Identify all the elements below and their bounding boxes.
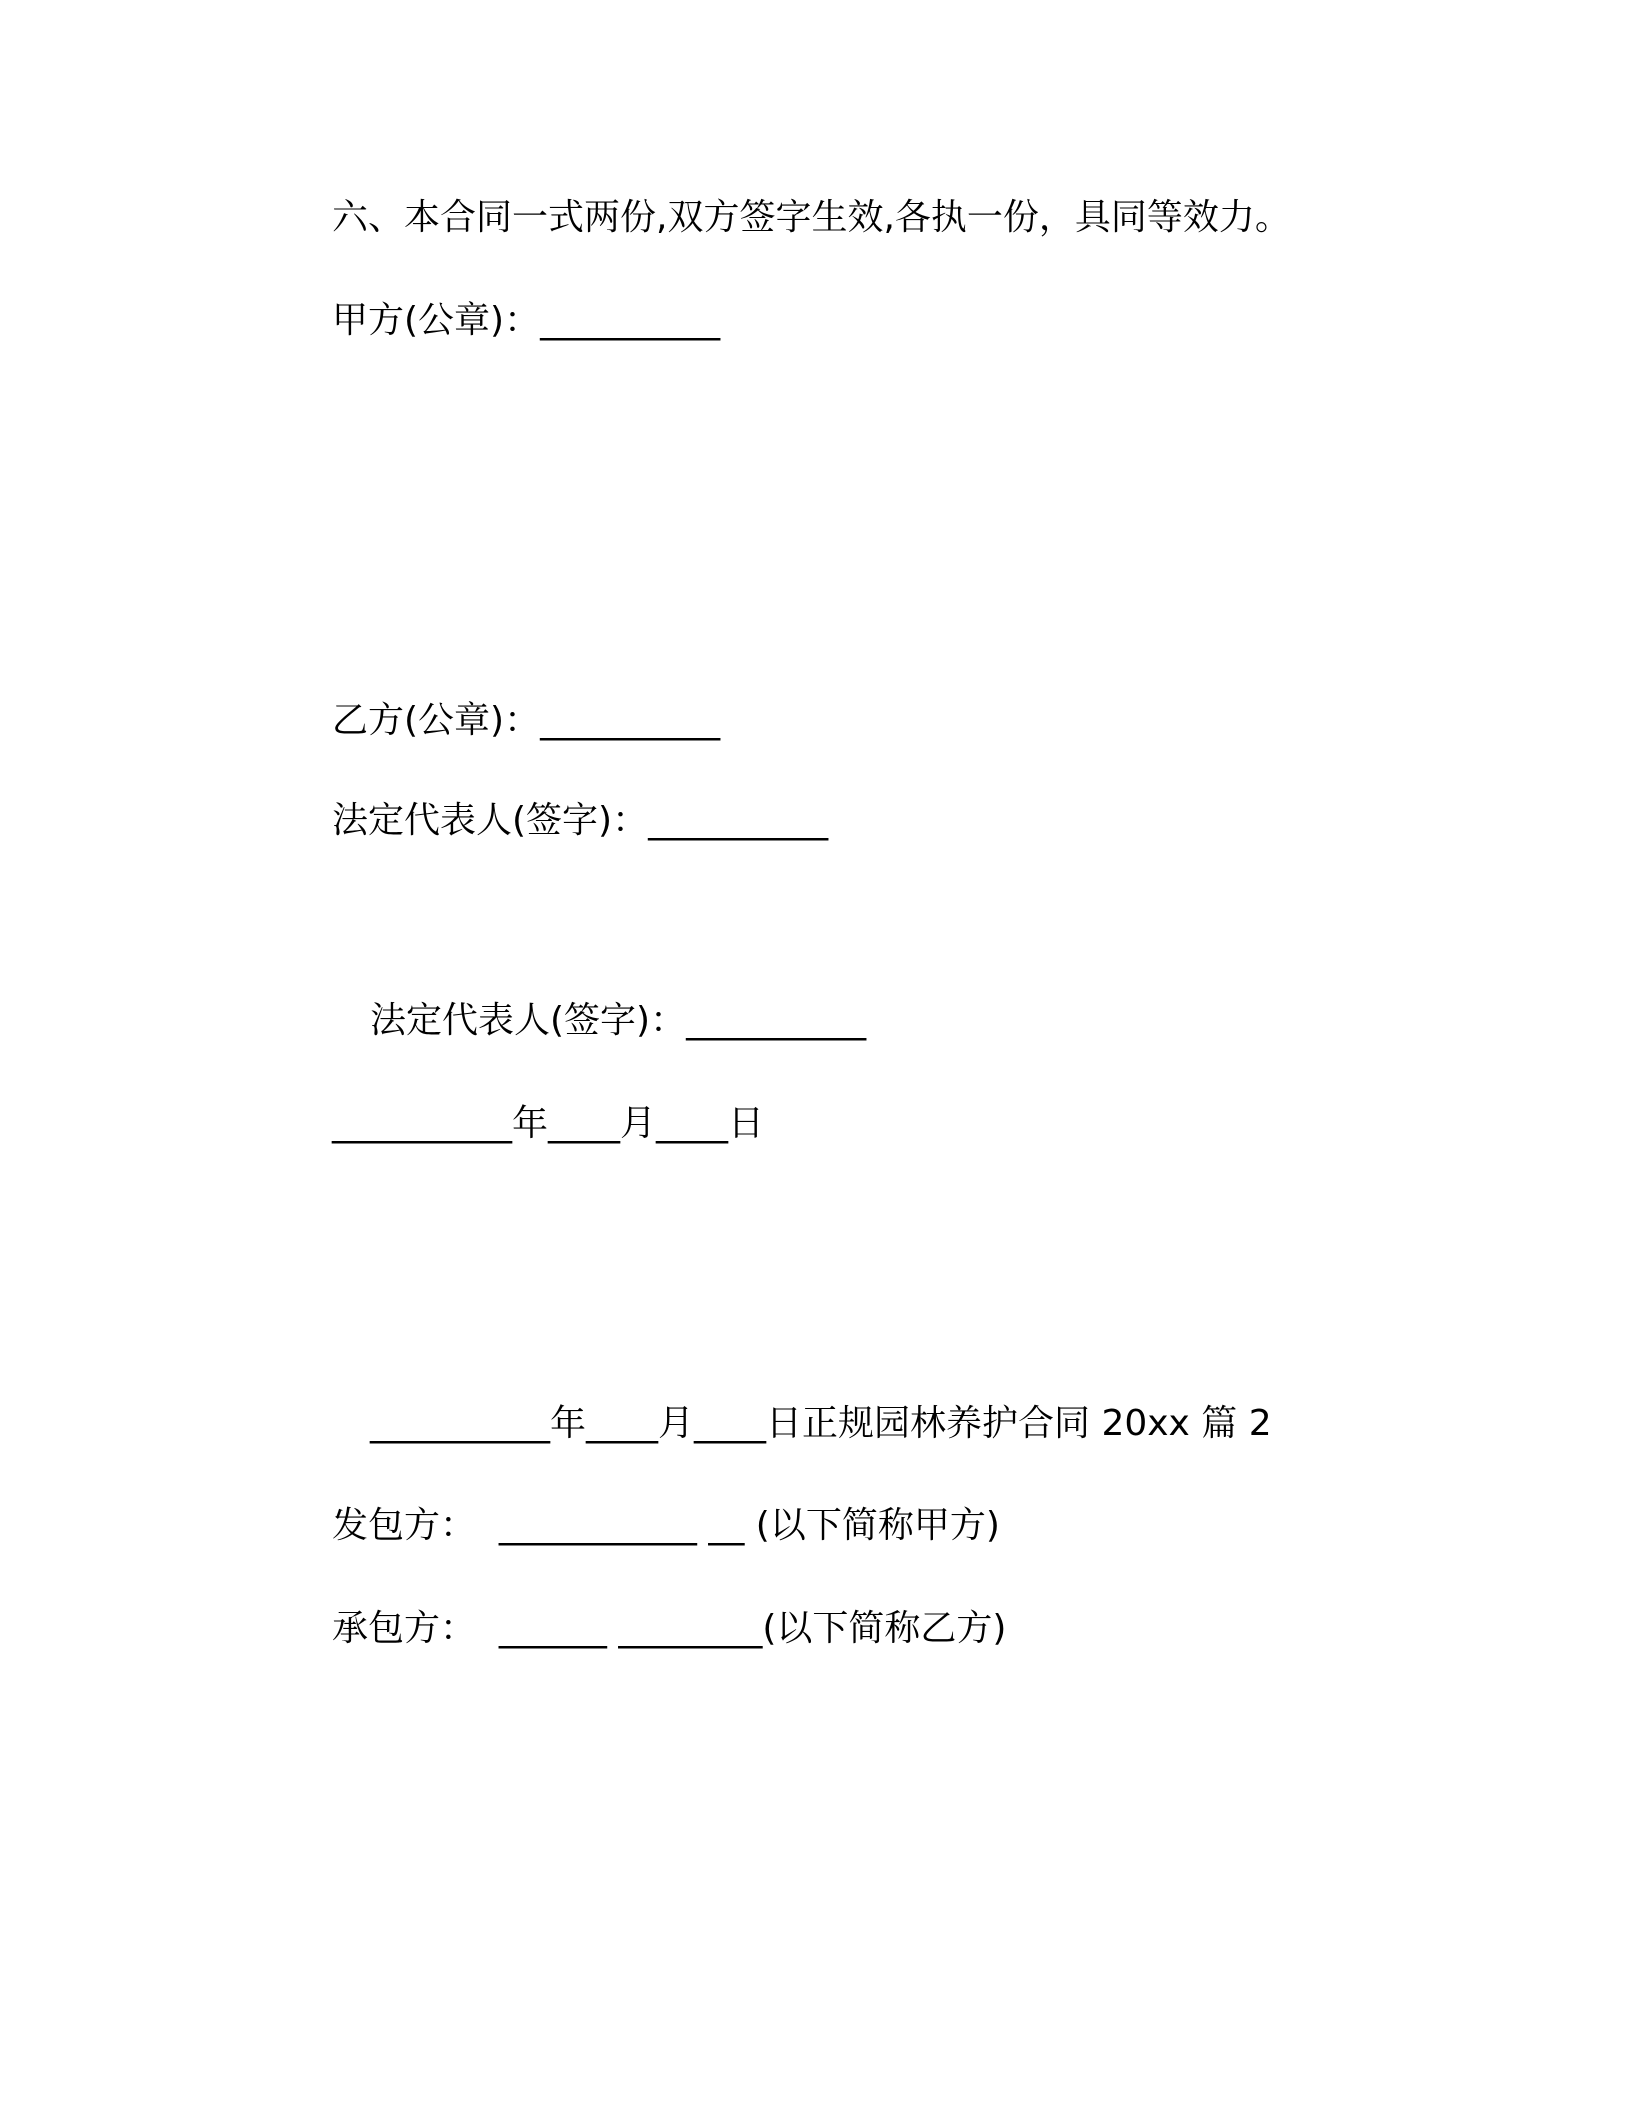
- clause-six-text: 六、本合同一式两份,双方签字生效,各执一份，具同等效力。: [332, 197, 1291, 238]
- legal-representative-line-2: 法定代表人(签字)：__________: [370, 1000, 867, 1041]
- contractor-party-line: 承包方： ______ ________(以下简称乙方): [332, 1608, 1007, 1649]
- party-a-seal-line: 甲方(公章)：__________: [332, 300, 721, 341]
- date-line: __________年____月____日: [332, 1103, 764, 1144]
- date-and-title-line: __________年____月____日正规园林养护合同 20xx 篇 2: [370, 1403, 1272, 1444]
- party-b-seal-line: 乙方(公章)：__________: [332, 700, 721, 741]
- legal-representative-line: 法定代表人(签字)：__________: [332, 800, 829, 841]
- issuer-party-line: 发包方： ___________ __ (以下简称甲方): [332, 1505, 1000, 1546]
